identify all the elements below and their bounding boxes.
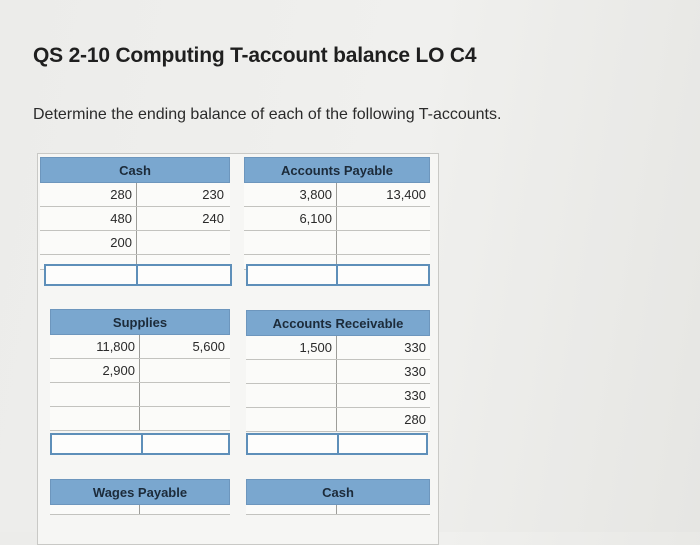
credit-balance-input[interactable] [139,268,229,282]
credit-balance-input[interactable] [339,268,427,282]
t-account-row [50,335,230,359]
t-account-row [50,407,230,431]
t-account-row [246,408,430,432]
credit-value: 330 [404,364,426,379]
t-account-cash-2 [246,479,430,515]
debit-balance-input[interactable] [52,437,138,451]
credit-balance-input[interactable] [145,437,229,451]
t-account-accounts-receivable [246,310,430,432]
t-account-header: Cash [40,157,230,183]
t-account-header: Accounts Receivable [246,310,430,336]
credit-value: 240 [202,211,224,226]
debit-value: 6,100 [299,211,332,226]
credit-value: 330 [404,340,426,355]
debit-value: 280 [110,187,132,202]
t-account-row [244,183,430,207]
ending-balance-inputs [246,264,430,286]
debit-value: 1,500 [299,340,332,355]
t-account-header: Accounts Payable [244,157,430,183]
t-account-accounts-payable [244,157,430,270]
t-accounts-panel [37,153,439,545]
debit-value: 11,800 [96,339,135,354]
debit-value: 2,900 [102,363,135,378]
instruction-text: Determine the ending balance of each of the following T-accounts. [33,106,502,123]
t-account-row [40,207,230,231]
debit-value: 480 [110,211,132,226]
t-account-header: Supplies [50,309,230,335]
t-account-row [244,231,430,255]
ending-balance-inputs [50,433,230,455]
t-account-row [246,336,430,360]
t-account-header: Wages Payable [50,479,230,505]
t-account-cash [40,157,230,270]
debit-value: 3,800 [299,187,332,202]
credit-value: 230 [202,187,224,202]
t-account-row [244,207,430,231]
t-account-row [246,360,430,384]
t-account-row [50,359,230,383]
debit-balance-input[interactable] [46,268,136,282]
t-account-row [246,505,430,515]
t-account-header: Cash [246,479,430,505]
t-account-row [40,231,230,255]
t-account-row [40,183,230,207]
ending-balance-inputs [44,264,232,286]
question-title: QS 2-10 Computing T-account balance LO C4 [33,44,477,67]
credit-balance-input[interactable] [341,437,425,451]
credit-value: 330 [404,388,426,403]
credit-value: 280 [404,412,426,427]
t-account-wages-payable [50,479,230,515]
credit-value: 5,600 [192,339,225,354]
credit-value: 13,400 [386,187,426,202]
debit-value: 200 [110,235,132,250]
t-account-row [246,384,430,408]
t-account-row [50,383,230,407]
debit-balance-input[interactable] [248,437,334,451]
t-account-row [50,505,230,515]
debit-balance-input[interactable] [248,268,336,282]
ending-balance-inputs [246,433,428,455]
t-account-supplies [50,309,230,431]
